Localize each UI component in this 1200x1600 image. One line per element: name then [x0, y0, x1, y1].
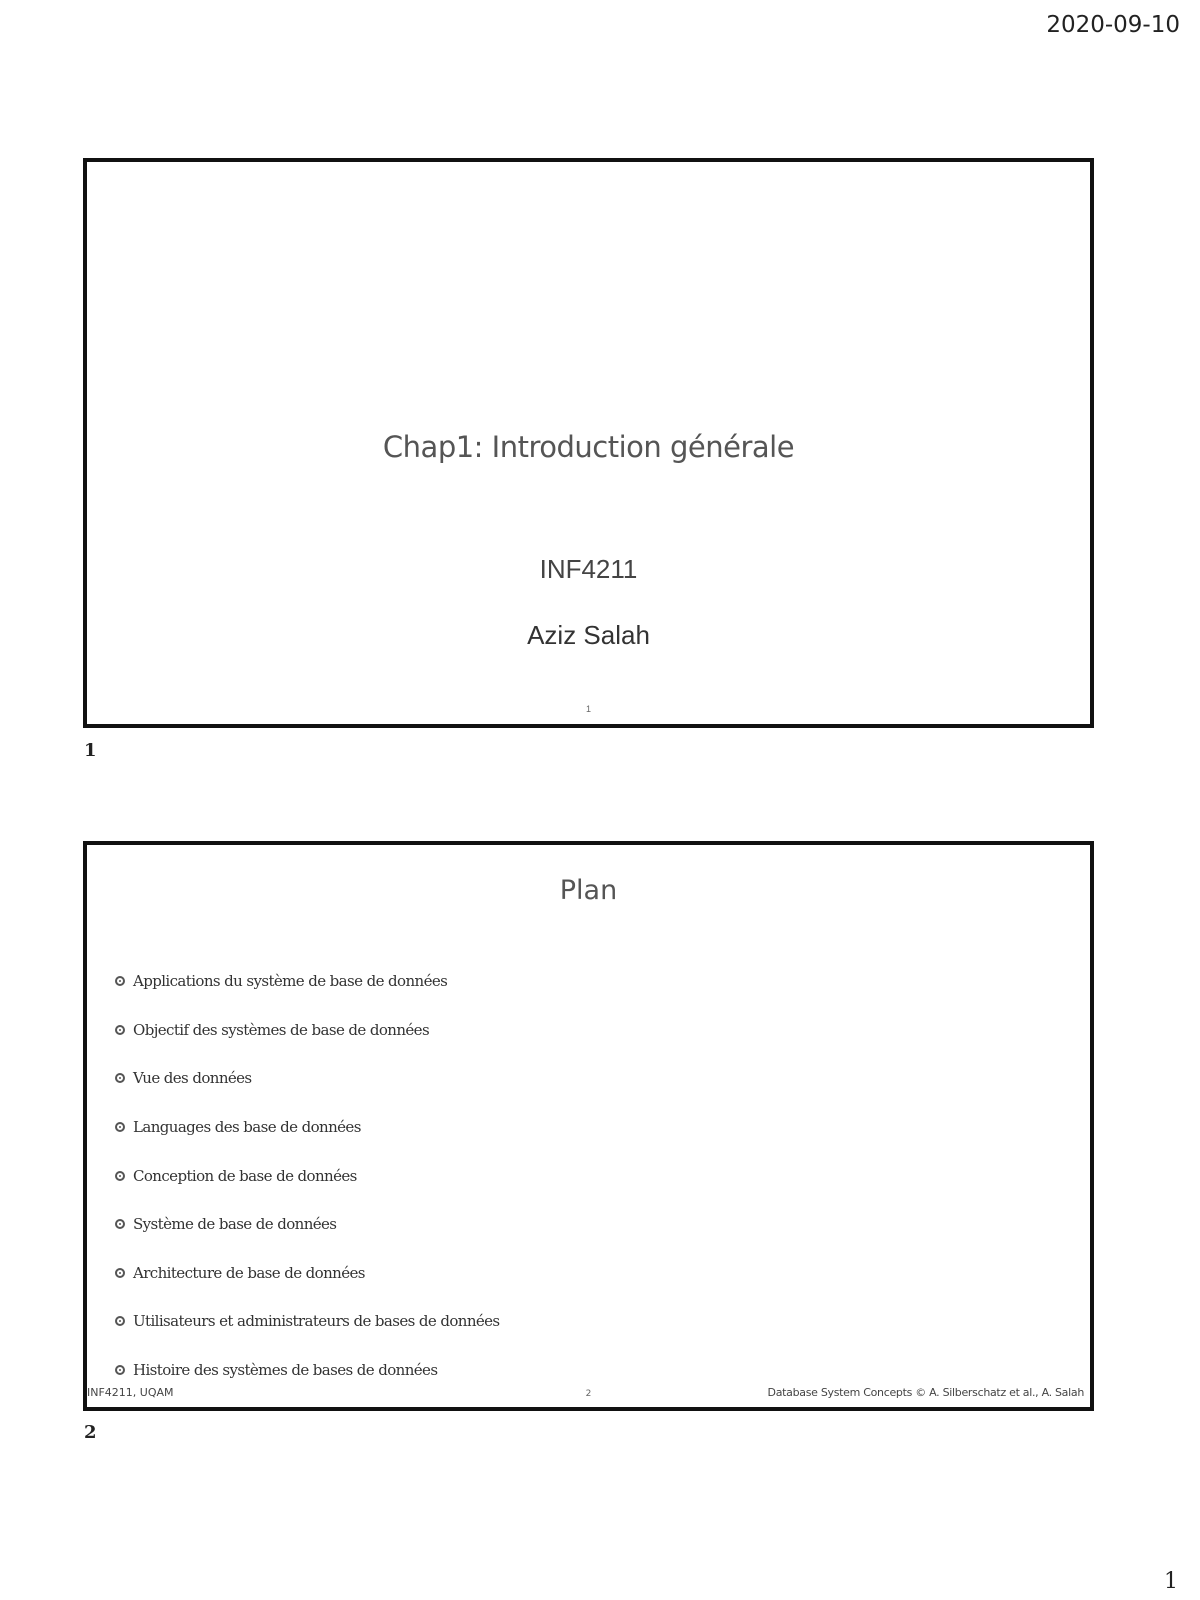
page-number: 1 [1164, 1569, 1178, 1594]
slide-2-label: 2 [84, 1422, 97, 1443]
bullet-icon [115, 1268, 125, 1278]
plan-item-label: Languages des base de données [133, 1118, 361, 1137]
plan-item [115, 1297, 500, 1346]
plan-item [115, 1200, 500, 1249]
bullet-icon [115, 1365, 125, 1375]
plan-item-label: Histoire des systèmes de bases de données [133, 1361, 438, 1380]
page-date: 2020-09-10 [1046, 12, 1180, 38]
plan-item-label: Conception de base de données [133, 1166, 357, 1185]
plan-item [115, 957, 500, 1006]
slide-1-title: Chap1: Introduction générale [382, 430, 795, 464]
plan-item [115, 1249, 500, 1298]
slide-1-course-code: INF4211 [539, 554, 638, 584]
bullet-icon [115, 1171, 125, 1181]
plan-item [115, 1006, 500, 1055]
plan-item-label: Vue des données [133, 1069, 252, 1088]
slide-1 [83, 158, 1094, 728]
slide-1-label: 1 [84, 740, 97, 761]
slide-1-footer-number: 1 [585, 704, 591, 714]
bullet-icon [115, 1219, 125, 1229]
slide-1-author: Aziz Salah [527, 620, 650, 650]
bullet-icon [115, 976, 125, 986]
slide-2-title: Plan [559, 875, 618, 906]
bullet-icon [115, 1122, 125, 1132]
plan-item-label: Architecture de base de données [133, 1263, 365, 1282]
plan-item-label: Système de base de données [133, 1215, 337, 1234]
slide-2 [83, 841, 1094, 1411]
plan-item-label: Utilisateurs et administrateurs de bases de données [133, 1312, 500, 1331]
plan-item-label: Applications du système de base de données [133, 972, 448, 991]
plan-list [115, 957, 500, 1394]
slide-2-footer-number: 2 [585, 1389, 592, 1399]
plan-item [115, 1151, 500, 1200]
slide-2-footer-right: Database System Concepts © A. Silberschatz et al., A. Salah [767, 1386, 1084, 1399]
plan-item-label: Objectif des systèmes de base de données [133, 1020, 430, 1039]
plan-item [115, 1054, 500, 1103]
bullet-icon [115, 1073, 125, 1083]
plan-item [115, 1103, 500, 1152]
bullet-icon [115, 1025, 125, 1035]
slide-2-footer-left: INF4211, UQAM [87, 1386, 174, 1399]
bullet-icon [115, 1316, 125, 1326]
